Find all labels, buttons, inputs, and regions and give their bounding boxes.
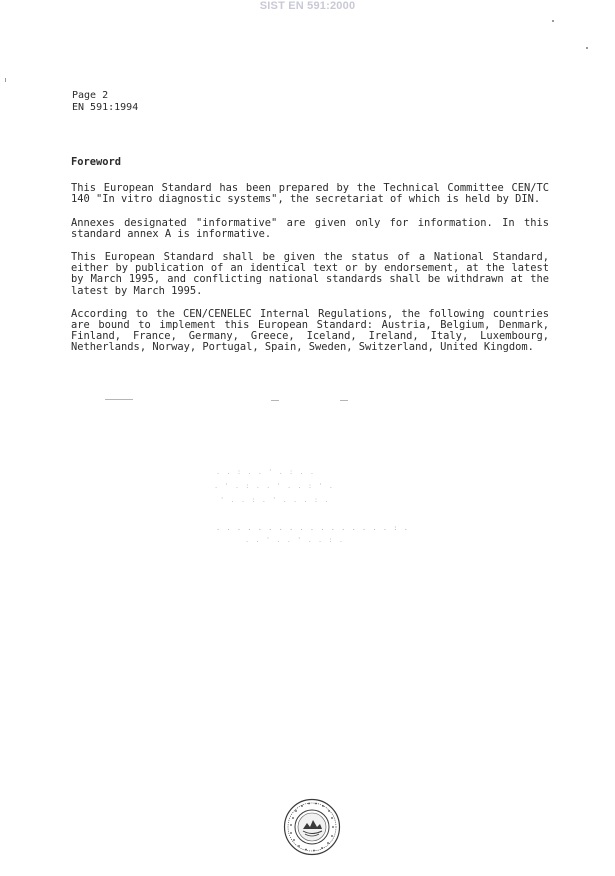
scan-noise: . . . . . . . . . . . . . . . . . : .: [216, 524, 409, 532]
foreword-title: Foreword: [71, 156, 122, 168]
foreword-paragraph: This European Standard has been prepared by the Technical Committee CEN/TC 140 "In vitro diagnostic systems", the secretariat of which is held by DIN.: [71, 182, 549, 206]
scan-speck: [5, 78, 6, 82]
page-number: Page 2: [72, 90, 109, 101]
foreword-paragraph: According to the CEN/CENELEC Internal Regulations, the following countries are bound to implement this European Standard: Austria, Belgium, Denmark, Finland, France, Germany, Greece, Iceland, Ireland, Italy, Luxembourg, Netherlands, Norway, Portugal, Spain, Sweden, Switzerland, United Kingdom.: [71, 307, 549, 354]
document-id: EN 591:1994: [72, 102, 139, 113]
foreword-paragraph: This European Standard shall be given the status of a National Standard, either by publication of an identical text or by endorsement, at the latest by March 1995, and conflicting national standards shall be withdrawn at the latest by March 1995.: [71, 251, 549, 297]
foreword-section: [71, 157, 549, 366]
scan-speck: [552, 20, 554, 22]
scan-speck: [105, 399, 133, 400]
page-header: [72, 90, 138, 114]
scan-noise: ' . . : . ' . . . : .: [220, 496, 330, 504]
scan-noise: . . : . . ' . : . .: [216, 468, 316, 476]
institute-seal-icon: [283, 798, 341, 856]
scan-speck: [586, 47, 588, 49]
foreword-paragraph: Annexes designated "informative" are given only for information. In this standard annex A is informative.: [71, 216, 549, 240]
scan-noise: . . ' . . ' . . : .: [245, 536, 345, 544]
scan-noise: . ' . : . . ' . . : ' .: [214, 482, 334, 490]
scan-speck: [271, 400, 279, 401]
document-watermark: SIST EN 591:2000: [259, 0, 356, 12]
scan-speck: [340, 400, 348, 401]
